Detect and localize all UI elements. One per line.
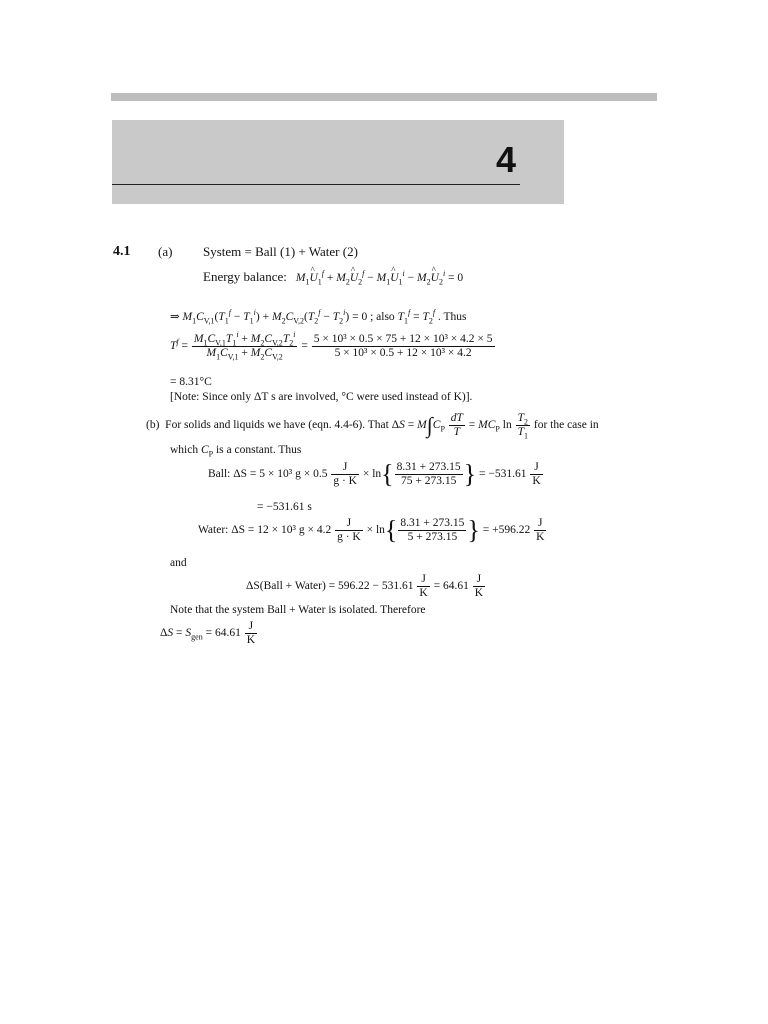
part-b-label: (b) [146,419,160,432]
ball-ln-num: 8.31 + 273.15 [396,461,461,473]
ball-result-line2: = −531.61 s [257,501,312,513]
ln-times: × ln [366,524,385,537]
ball-ln-den: 75 + 273.15 [395,474,463,488]
unit-j: J [534,461,539,473]
part-b-text-2: for the case in [533,419,599,432]
sgen-result: = 64.61 [205,627,241,640]
implication-text: = 0 ; also [352,311,395,323]
ball-equation: Ball: ΔS = 5 × 10³ g × 0.5 $\frac{J}{g \cdot K}$ × ln{ $\frac{8.31 + 273.15}{75 + 273.15}$ } = −531.61 $\frac{J}{K}$ [208,459,541,489]
water-ln-den: 5 + 273.15 [398,530,466,544]
ln-times: × ln [362,468,382,481]
water-ln-fraction [398,517,466,544]
sum-expr: ΔS(Ball + Water) = 596.22 − 531.61 [246,580,414,593]
water-label: Water: [198,524,229,537]
sum-unit-2 [473,573,485,600]
tf-symbolic-fraction: $\frac{M_1C_{V,1}T_1^i + M_2C_{V,2}T_2^i}{M_1C_{V,1} + M_2C_{V,2}}$ [193,330,296,362]
water-result: = +596.22 [482,524,531,537]
unit-j: J [421,573,426,585]
ball-label: Ball: [208,468,231,481]
ball-result-unit [530,461,542,488]
ball-result: = −531.61 [479,468,527,481]
note-text: [Note: Since only ΔT s are involved, °C were used instead of K)]. [170,391,473,403]
unit-j: J [476,573,482,585]
implication-line: ⇒ $M_1C_{V,1}(T_1^f - T_1^i) + M_2C_{V,2}(T_2^f - T_2^i) = 0$ ; also $T_1^f = T_2^f$ . Thus [170,308,467,326]
ball-prefix: ΔS = 5 × 10³ g × 0.5 [233,468,328,481]
water-equation: Water: ΔS = 12 × 10³ g × 4.2 $\frac{J}{g \cdot K}$ × ln{ $\frac{8.31 + 273.15}{5 + 273.15}$ } = +596.22 $\frac{J}{K}$ [198,515,545,545]
energy-balance-equation: $M_1\^{}$ $U_1^f$ + $M_2\^{}$ $U_2^f$ − $M_1\^{}$ $U_1^i$ − $M_2\^{}$ $U_2^i = 0$ [290,272,463,284]
sum-equation [246,573,486,600]
part-b-text-4: is a constant. Thus [215,444,302,456]
sum-unit-1 [417,573,429,600]
part-b-line: (b) For solids and liquids we have (eqn. 4.4-6). That $\Delta S = M\int C_P$ $\frac{dT}{T}$ = $MC_P$ ln $\frac{T_2}{T_1}$ for the case in [146,412,599,441]
final-temp-result: = 8.31°C [170,376,212,388]
energy-balance-line [203,269,463,285]
unit-k: K [532,475,541,487]
dt-over-t: $\frac{dT}{T}$ [450,412,463,438]
cp-constant-line: which $C_P$ is a constant. Thus [170,444,302,459]
unit-k: K [419,587,428,599]
water-result-unit [534,517,546,544]
unit-j: J [248,620,254,632]
ball-unit-fraction [331,461,359,488]
part-b-text-3: which [170,444,199,456]
sgen-equation: $\Delta S = S_{gen} = 64.61$ $\frac{J}{K}$ [160,620,256,646]
water-prefix: ΔS = 12 × 10³ g × 4.2 [231,524,332,537]
unit-k: K [536,531,545,543]
energy-balance-label: Energy balance: [203,269,287,284]
chapter-rule [112,184,520,185]
problem-number: 4.1 [113,244,131,259]
unit-k: K [474,587,484,599]
unit-gk: g · K [333,475,357,487]
unit-j: J [538,517,543,529]
ball-ln-fraction [395,461,463,488]
t2-over-t1: $\frac{T_2}{T_1}$ [517,412,528,441]
water-unit-fraction [335,517,363,544]
unit-k: K [246,634,256,646]
final-temp-equation: $T^f$ = $\frac{M_1C_{V,1}T_1^i + M_2C_{V,2}T_2^i}{M_1C_{V,1} + M_2C_{V,2}}$ = $\frac{\text{5 × 10³ × 0.5 × 75 + 12 × 10³ × 4.2 × 5}}{\text{5 × 10³ × 0.5 + 12 × 10³ × 4.2}}$ [170,330,493,362]
tf-numerator: 5 × 10³ × 0.5 × 75 + 12 × 10³ × 4.2 × 5 [313,333,493,345]
header-bar [111,93,657,101]
part-b-text-1: For solids and liquids we have (eqn. 4.4-6). That [165,419,389,432]
part-a-label: (a) [158,244,173,259]
and-text: and [170,557,187,569]
water-ln-num: 8.31 + 273.15 [400,517,465,529]
sum-result: = 64.61 [433,580,469,593]
system-text: System = Ball (1) + Water (2) [203,244,358,259]
unit-gk: g · K [337,531,361,543]
unit-j: J [342,461,348,473]
sgen-unit [245,620,257,647]
thus-word: . Thus [437,311,467,323]
chapter-number: 4 [496,139,517,180]
isolated-text: Note that the system Ball + Water is isolated. Therefore [170,604,426,616]
tf-denominator: 5 × 10³ × 0.5 + 12 × 10³ × 4.2 [312,346,495,360]
tf-numeric-fraction [312,333,495,360]
unit-j: J [346,517,352,529]
